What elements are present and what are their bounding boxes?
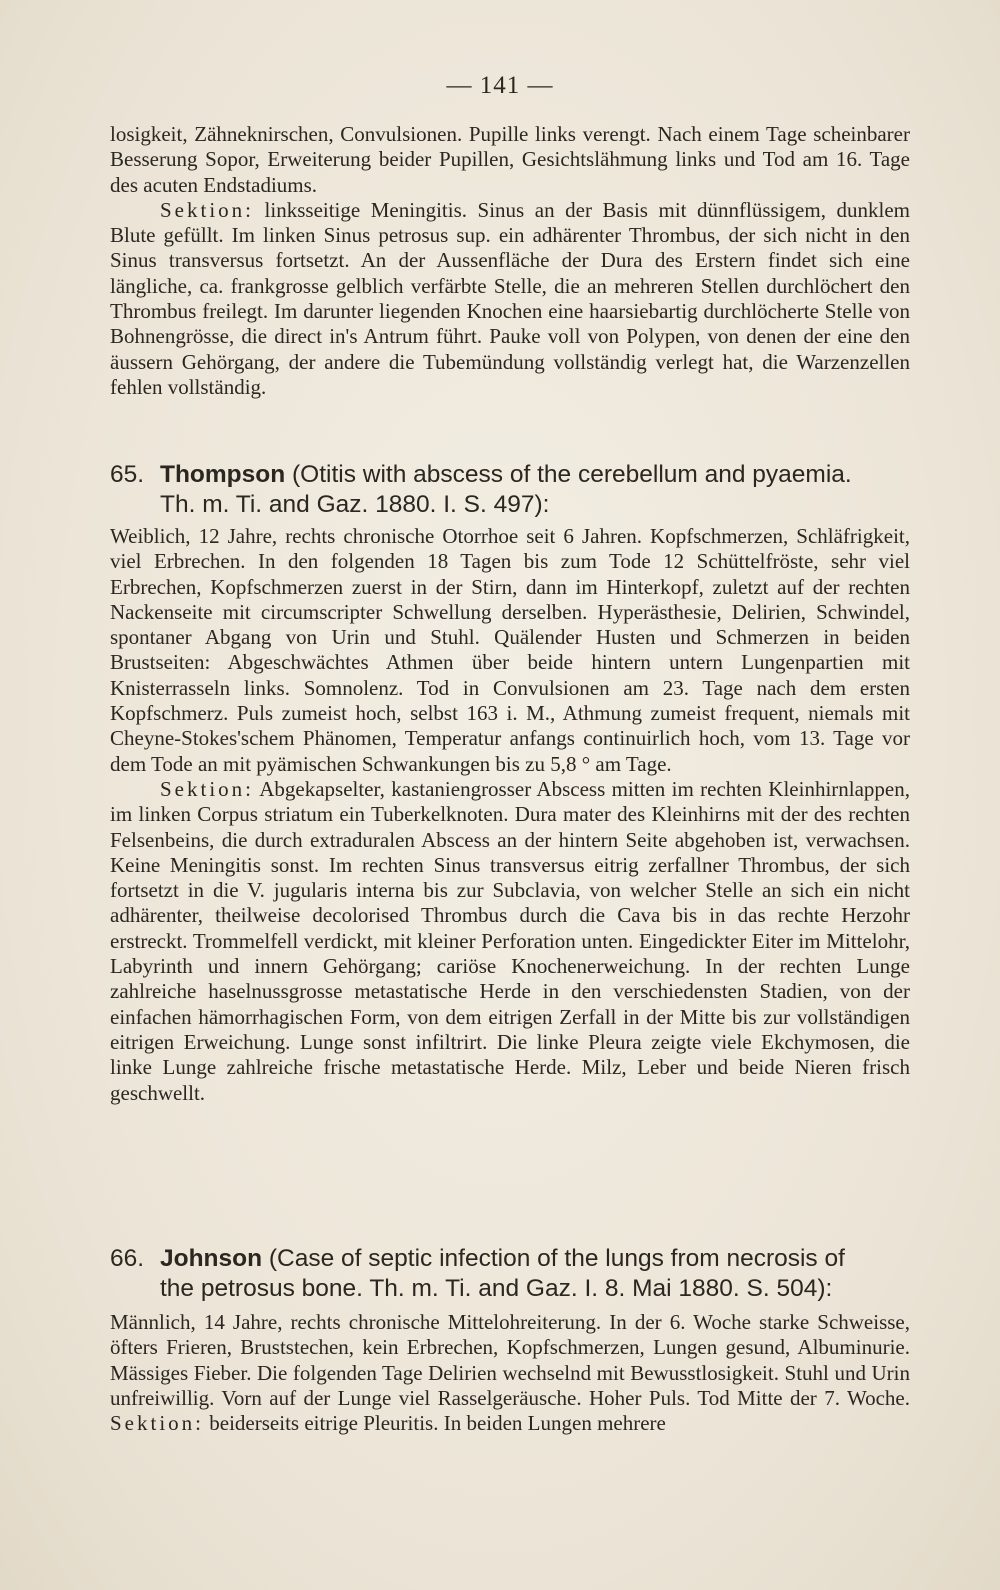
case-title-continued: Th. m. Ti. and Gaz. 1880. I. S. 497): [160, 491, 550, 518]
heading-line [110, 460, 910, 490]
case-number: 66. [110, 1245, 145, 1272]
case-body-text: Männlich, 14 Jahre, rechts chronische Mittelohreiterung. In der 6. Woche starke Schweisse, öfters Frieren, Bruststechen, kein Erbrechen, Kopfschmerzen, Lungen gesund, Albuminurie. Mässiges Fieber. Die folgenden Tage Delirien wechselnd mit Bewusstlosigkeit. Stuhl und Urin unfreiwillig. Vorn auf der Lunge viel Rasselgeräusche. Hoher Puls. Tod Mitte der 7. Woche. [110, 1310, 910, 1410]
case-title: (Case of septic infection of the lungs from necrosis of [262, 1245, 845, 1272]
case-65-text [110, 524, 910, 1106]
heading-line [110, 1244, 910, 1274]
sektion-text: Abgekapselter, kastaniengrosser Abscess mitten im rechten Kleinhirnlappen, im linken Corpus striatum ein Tuberkelknoten. Dura mater des Kleinhirns mit der des rechten Felsenbeins, die durch extraduralen Abscess an der hintern Seite abgehoben ist, verwachsen. Keine Meningitis sonst. Im rechten Sinus transversus eitrig zerfallner Thrombus, der sich fortsetzt in die V. jugularis interna bis zur Subclavia, von welcher Stelle an sich ein nicht adhärenter, theilweise decolorised Thrombus durch die Cava bis in das rechte Herzohr erstreckt. Trommelfell verdickt, mit kleiner Perforation unten. Eingedickter Eiter im Mittelohr, Labyrinth und innern Gehörgang; cariöse Knochenerweichung. In der rechten Lunge zahlreiche haselnussgrosse metastatische Herde in den verschiedensten Stadien, von der einfachen hämorrhagischen Form, von dem eitrigen Zerfall in der Mitte bis zur vollständigen eitrigen Erweichung. Lunge sonst infiltrirt. Die linke Pleura zeigte viele Ekchymosen, die linke Lunge zahlreiche frische metastatische Herde. Milz, Leber und beide Nieren frisch geschwellt. [110, 776, 910, 1105]
sektion-text: linksseitige Meningitis. Sinus an der Basis mit dünnflüssigem, dunklem Blute gefüllt. Im linken Sinus petrosus sup. ein adhärenter Thrombus, der sich nicht in den Sinus transversus fortsetzt. An der Aussenfläche der Dura des Erstern findet sich eine längliche, ca. frankgrosse gelblich verfärbte Stelle, die an mehreren Stellen durchlöchert den Thrombus freilegt. Im darunter liegenden Knochen eine haarsiebartig durchlöcherte Stelle von Bohnengrösse, die direct in's Antrum führt. Pauke voll von Polypen, von denen der eine den äussern Gehörgang, der andere die Tubemündung vollständig verlegt hat, die Warzenzellen fehlen vollständig. [110, 197, 910, 399]
case-body: Weiblich, 12 Jahre, rechts chronische Otorrhoe seit 6 Jahren. Kopfschmerzen, Schläfrigkeit, viel Erbrechen. In den folgenden 18 Tagen bis zum Tode 12 Schüttelfröste, sehr viel Erbrechen, Kopfschmerzen zuerst in der Stirn, dann im Hinterkopf, zuletzt auf der rechten Nackenseite mit circumscripter Schwellung derselben. Hyperästhesie, Delirien, Schwindel, spontaner Abgang von Urin und Stuhl. Quälender Husten und Schmerzen in beiden Brustseiten: Abgeschwächtes Athmen über beide hintern untern Lungenpartien mit Knisterrasseln links. Somnolenz. Tod in Convulsionen am 23. Tage nach dem ersten Kopfschmerz. Puls zumeist hoch, selbst 163 i. M., Athmung zumeist frequent, niemals mit Cheyne-Stokes'schem Phänomen, Temperatur anfangs continuirlich hoch, vom 13. Tage vor dem Tode an mit pyämischen Schwankungen bis zu 5,8 ° am Tage. [110, 524, 910, 776]
author-name: Johnson [160, 1245, 263, 1272]
paragraph: losigkeit, Zähneknirschen, Convulsionen. Pupille links verengt. Nach einem Tage scheinbarer Besserung Sopor, Erweiterung beider Pupillen, Gesichtslähmung links und Tod am 16. Tage des acuten Endstadiums. [110, 122, 910, 197]
sektion-label: Sektion: [160, 776, 255, 801]
sektion-text: beiderseits eitrige Pleuritis. In beiden Lungen mehrere [204, 1411, 666, 1436]
case-number: 65. [110, 461, 145, 488]
sektion-paragraph [110, 777, 910, 1106]
case-title: (Otitis with abscess of the cerebellum and pyaemia. [285, 461, 852, 488]
sektion-label: Sektion: [110, 1411, 205, 1436]
case-body [110, 1310, 910, 1436]
page-number: — 141 — [446, 72, 554, 99]
case-title-continued: the petrosus bone. Th. m. Ti. and Gaz. I. 8. Mai 1880. S. 504): [160, 1275, 833, 1302]
sektion-label: Sektion: [160, 197, 255, 222]
author-name: Thompson [160, 461, 286, 488]
case-66-heading [110, 1244, 910, 1304]
sektion-paragraph [110, 198, 910, 400]
case-65-heading [110, 460, 910, 520]
continued-case-text [110, 122, 910, 400]
case-66-text [110, 1310, 910, 1436]
